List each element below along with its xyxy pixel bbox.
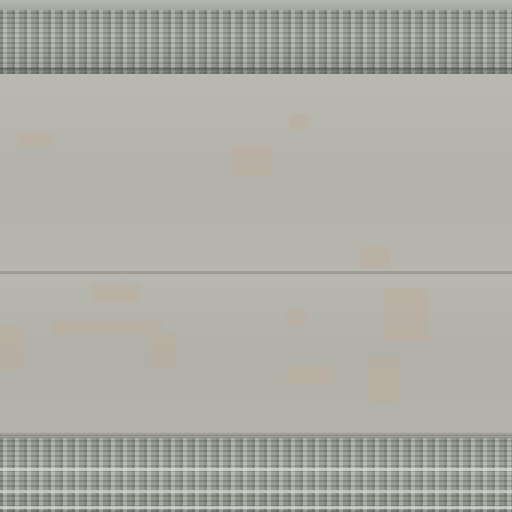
- stain-mark: [0, 326, 22, 370]
- top-edge-strip: [0, 0, 512, 10]
- stain-mark: [360, 246, 390, 268]
- concrete-slab-lower: [0, 274, 512, 438]
- stain-mark: [286, 366, 334, 384]
- stain-mark: [290, 114, 308, 130]
- pavement-stripe: [0, 490, 512, 493]
- stain-mark: [52, 320, 162, 334]
- pavement-stripe: [0, 468, 512, 471]
- gravel-band-top: [0, 10, 512, 74]
- gravel-band-bottom: [0, 438, 512, 512]
- stain-mark: [18, 132, 52, 146]
- stain-mark: [384, 288, 428, 340]
- stain-mark: [232, 146, 272, 176]
- gravel-shadow-bottom: [0, 432, 512, 438]
- stain-mark: [150, 334, 176, 368]
- stain-mark: [92, 284, 140, 302]
- concrete-slab-upper: [0, 74, 512, 272]
- stain-mark: [286, 310, 306, 326]
- stain-mark: [368, 358, 400, 402]
- pavement-stripe: [0, 506, 512, 509]
